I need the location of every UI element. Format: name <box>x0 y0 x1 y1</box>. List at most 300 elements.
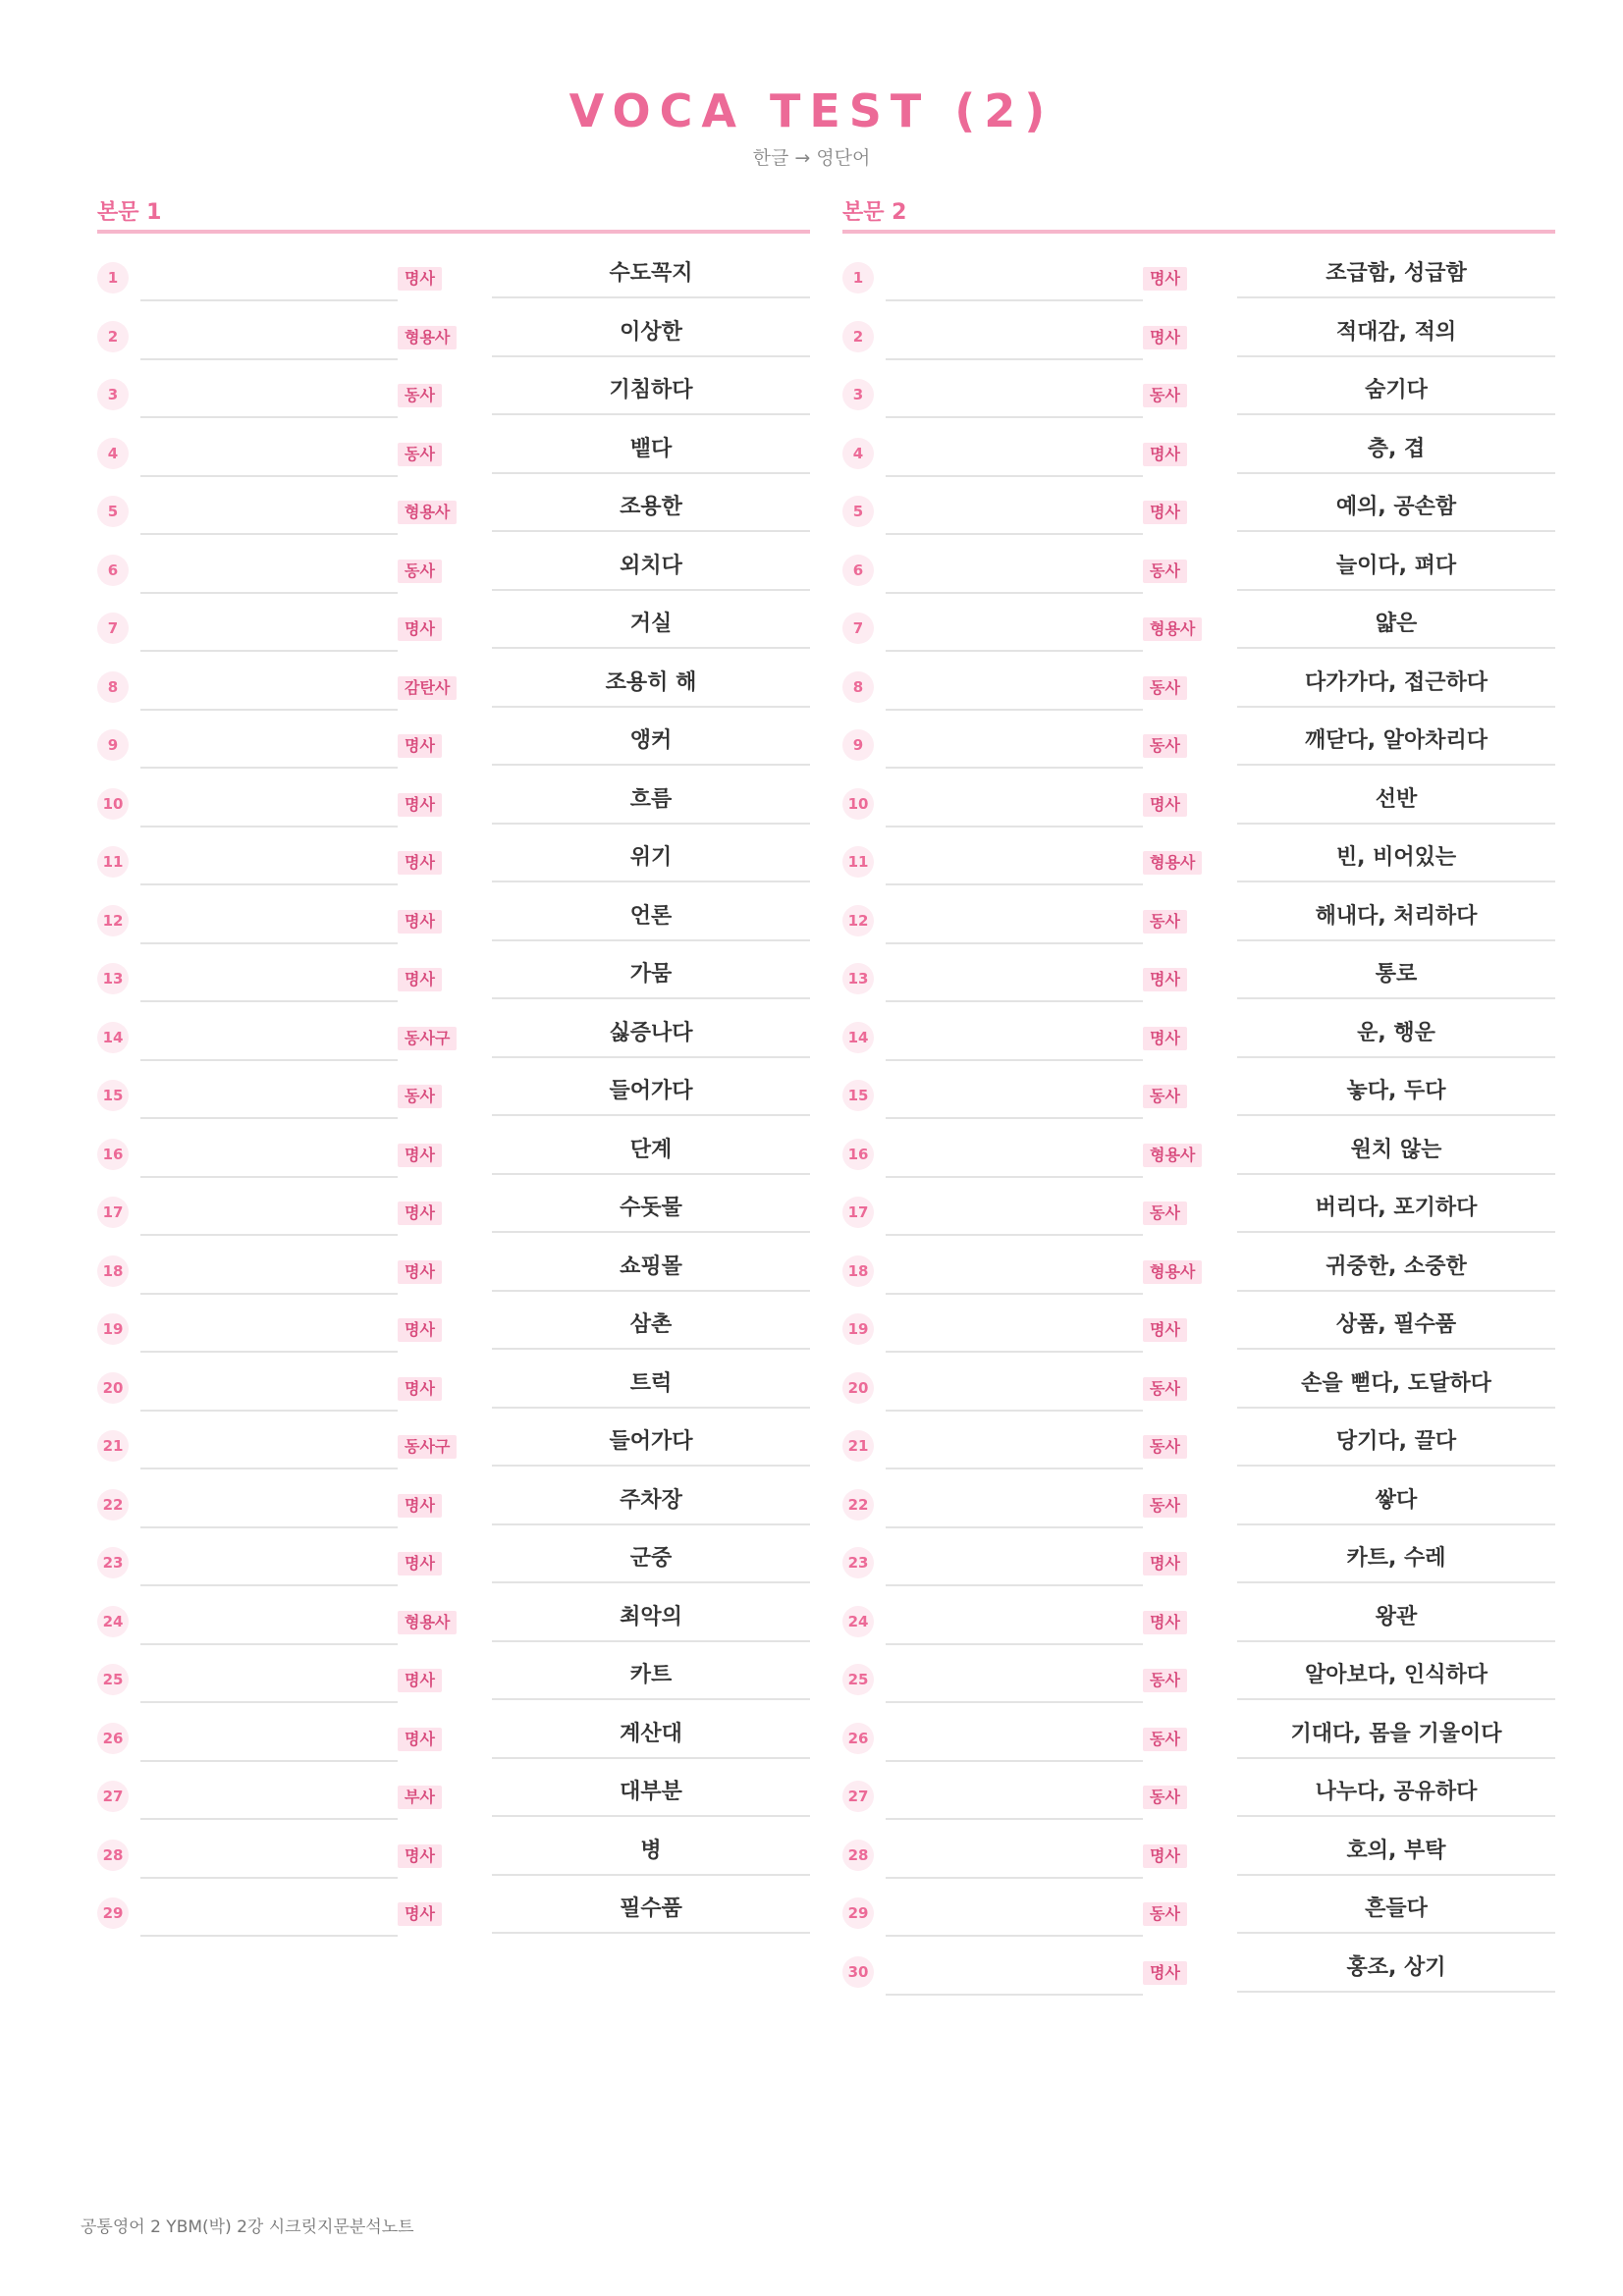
answer-blank[interactable] <box>140 1877 398 1879</box>
korean-meaning: 가뭄 <box>492 960 810 999</box>
korean-meaning: 다가가다, 접근하다 <box>1237 668 1555 708</box>
answer-blank[interactable] <box>886 942 1143 944</box>
item-number: 2 <box>842 321 874 352</box>
korean-meaning: 이상한 <box>492 318 810 357</box>
korean-meaning: 조용한 <box>492 493 810 532</box>
page-title: VOCA TEST (2) <box>568 84 1055 137</box>
answer-blank[interactable] <box>886 1468 1143 1469</box>
list-item <box>842 829 1555 888</box>
part-of-speech-badge: 형용사 <box>1143 1260 1202 1284</box>
korean-meaning: 주차장 <box>492 1486 810 1525</box>
part-of-speech-badge: 명사 <box>1143 1318 1187 1342</box>
korean-meaning: 층, 겹 <box>1237 435 1555 474</box>
item-number: 1 <box>842 262 874 294</box>
part-of-speech-badge: 명사 <box>398 1318 442 1342</box>
part-of-speech-badge: 형용사 <box>398 326 457 349</box>
list-item <box>97 1706 810 1765</box>
list-item <box>842 1472 1555 1531</box>
part-of-speech-badge: 감탄사 <box>398 676 457 700</box>
list-item <box>842 479 1555 538</box>
korean-meaning: 위기 <box>492 843 810 882</box>
korean-meaning: 깨닫다, 알아차리다 <box>1237 726 1555 766</box>
part-of-speech-badge: 명사 <box>398 910 442 934</box>
korean-meaning: 원치 않는 <box>1237 1136 1555 1175</box>
answer-blank[interactable] <box>140 1351 398 1353</box>
section-2 <box>842 196 1555 1998</box>
list-item <box>97 655 810 714</box>
part-of-speech-badge: 명사 <box>1143 326 1187 349</box>
answer-blank[interactable] <box>140 533 398 535</box>
answer-blank[interactable] <box>140 1526 398 1528</box>
part-of-speech-badge: 동사 <box>398 384 442 407</box>
korean-meaning: 호의, 부탁 <box>1237 1837 1555 1876</box>
item-number: 6 <box>97 555 129 586</box>
korean-meaning: 왕관 <box>1237 1603 1555 1642</box>
korean-meaning: 선반 <box>1237 785 1555 825</box>
korean-meaning: 귀중한, 소중한 <box>1237 1253 1555 1292</box>
korean-meaning: 필수품 <box>492 1895 810 1934</box>
korean-meaning: 대부분 <box>492 1778 810 1817</box>
item-number: 24 <box>97 1606 129 1637</box>
item-number: 24 <box>842 1606 874 1637</box>
item-number: 20 <box>842 1372 874 1404</box>
part-of-speech-badge: 명사 <box>398 1260 442 1284</box>
list-item <box>842 1297 1555 1356</box>
part-of-speech-badge: 동사 <box>1143 1085 1187 1108</box>
item-number: 21 <box>842 1430 874 1462</box>
list-item <box>97 1297 810 1356</box>
part-of-speech-badge: 동사 <box>398 1085 442 1108</box>
korean-meaning: 언론 <box>492 902 810 941</box>
answer-blank[interactable] <box>140 592 398 594</box>
item-number: 23 <box>97 1547 129 1578</box>
answer-blank[interactable] <box>140 1176 398 1178</box>
word-list <box>97 245 810 1940</box>
answer-blank[interactable] <box>140 883 398 885</box>
item-number: 5 <box>97 496 129 527</box>
item-number: 26 <box>97 1723 129 1754</box>
part-of-speech-badge: 동사 <box>1143 910 1187 934</box>
list-item <box>97 1005 810 1064</box>
korean-meaning: 카트, 수레 <box>1237 1544 1555 1583</box>
korean-meaning: 병 <box>492 1837 810 1876</box>
korean-meaning: 최악의 <box>492 1603 810 1642</box>
part-of-speech-badge: 동사 <box>1143 560 1187 583</box>
part-of-speech-badge: 명사 <box>398 1377 442 1401</box>
answer-blank[interactable] <box>886 1351 1143 1353</box>
list-item <box>97 1647 810 1706</box>
answer-blank[interactable] <box>140 299 398 301</box>
part-of-speech-badge: 명사 <box>398 1144 442 1167</box>
answer-blank[interactable] <box>886 358 1143 360</box>
part-of-speech-badge: 명사 <box>398 1552 442 1575</box>
answer-blank[interactable] <box>140 1760 398 1762</box>
list-item <box>842 713 1555 772</box>
part-of-speech-badge: 동사구 <box>398 1027 457 1050</box>
item-number: 9 <box>842 729 874 761</box>
part-of-speech-badge: 명사 <box>1143 1027 1187 1050</box>
korean-meaning: 들어가다 <box>492 1427 810 1467</box>
answer-blank[interactable] <box>140 1701 398 1703</box>
list-item <box>842 772 1555 830</box>
list-item <box>842 1239 1555 1298</box>
item-number: 5 <box>842 496 874 527</box>
korean-meaning: 빈, 비어있는 <box>1237 843 1555 882</box>
list-item <box>97 538 810 597</box>
item-number: 20 <box>97 1372 129 1404</box>
part-of-speech-badge: 동사 <box>1143 1377 1187 1401</box>
part-of-speech-badge: 명사 <box>398 267 442 291</box>
list-item <box>842 304 1555 363</box>
list-item <box>842 1764 1555 1823</box>
part-of-speech-badge: 명사 <box>398 1494 442 1518</box>
item-number: 4 <box>97 438 129 469</box>
answer-blank[interactable] <box>140 1059 398 1061</box>
item-number: 19 <box>842 1313 874 1345</box>
korean-meaning: 조급함, 성급함 <box>1237 259 1555 298</box>
part-of-speech-badge: 명사 <box>1143 1844 1187 1868</box>
part-of-speech-badge: 명사 <box>398 1728 442 1751</box>
list-item <box>97 479 810 538</box>
korean-meaning: 손을 뻗다, 도달하다 <box>1237 1369 1555 1409</box>
part-of-speech-badge: 동사 <box>1143 676 1187 700</box>
list-item <box>842 1005 1555 1064</box>
answer-blank[interactable] <box>886 475 1143 477</box>
list-item <box>842 245 1555 304</box>
list-item <box>842 1706 1555 1765</box>
answer-blank[interactable] <box>886 1117 1143 1119</box>
korean-meaning: 군중 <box>492 1544 810 1583</box>
answer-blank[interactable] <box>140 1000 398 1002</box>
list-item <box>97 1823 810 1882</box>
part-of-speech-badge: 부사 <box>398 1786 442 1809</box>
korean-meaning: 들어가다 <box>492 1077 810 1116</box>
korean-meaning: 기침하다 <box>492 376 810 415</box>
item-number: 4 <box>842 438 874 469</box>
answer-blank[interactable] <box>140 416 398 418</box>
part-of-speech-badge: 형용사 <box>1143 851 1202 875</box>
korean-meaning: 흔들다 <box>1237 1895 1555 1934</box>
korean-meaning: 쇼핑몰 <box>492 1253 810 1292</box>
list-item <box>97 596 810 655</box>
korean-meaning: 흐름 <box>492 785 810 825</box>
part-of-speech-badge: 명사 <box>1143 1552 1187 1575</box>
korean-meaning: 거실 <box>492 610 810 649</box>
item-number: 15 <box>842 1080 874 1111</box>
part-of-speech-badge: 동사 <box>1143 1728 1187 1751</box>
item-number: 11 <box>97 846 129 878</box>
korean-meaning: 수도꼭지 <box>492 259 810 298</box>
korean-meaning: 통로 <box>1237 960 1555 999</box>
item-number: 16 <box>97 1139 129 1170</box>
answer-blank[interactable] <box>886 1760 1143 1762</box>
list-item <box>97 245 810 304</box>
answer-blank[interactable] <box>140 826 398 828</box>
korean-meaning: 버리다, 포기하다 <box>1237 1194 1555 1233</box>
answer-blank[interactable] <box>140 1643 398 1645</box>
list-item <box>97 1764 810 1823</box>
item-number: 13 <box>842 963 874 994</box>
list-item <box>97 1881 810 1940</box>
korean-meaning: 쌓다 <box>1237 1486 1555 1525</box>
korean-meaning: 계산대 <box>492 1720 810 1759</box>
item-number: 27 <box>97 1781 129 1812</box>
answer-blank[interactable] <box>886 650 1143 652</box>
part-of-speech-badge: 동사 <box>1143 1494 1187 1518</box>
item-number: 12 <box>97 905 129 936</box>
item-number: 8 <box>97 671 129 703</box>
korean-meaning: 싫증나다 <box>492 1019 810 1058</box>
part-of-speech-badge: 동사 <box>398 443 442 466</box>
list-item <box>842 946 1555 1005</box>
part-of-speech-badge: 동사구 <box>398 1435 457 1459</box>
list-item <box>842 362 1555 421</box>
answer-blank[interactable] <box>140 1935 398 1937</box>
list-item <box>97 829 810 888</box>
part-of-speech-badge: 명사 <box>398 1201 442 1225</box>
item-number: 17 <box>842 1197 874 1228</box>
item-number: 27 <box>842 1781 874 1812</box>
part-of-speech-badge: 형용사 <box>1143 617 1202 641</box>
item-number: 25 <box>97 1664 129 1695</box>
korean-meaning: 알아보다, 인식하다 <box>1237 1661 1555 1700</box>
part-of-speech-badge: 명사 <box>1143 267 1187 291</box>
answer-blank[interactable] <box>140 942 398 944</box>
list-item <box>97 1122 810 1181</box>
list-item <box>842 1530 1555 1589</box>
part-of-speech-badge: 명사 <box>398 793 442 817</box>
part-of-speech-badge: 명사 <box>1143 443 1187 466</box>
list-item <box>97 1180 810 1239</box>
item-number: 22 <box>97 1489 129 1521</box>
korean-meaning: 트럭 <box>492 1369 810 1409</box>
part-of-speech-badge: 동사 <box>1143 734 1187 758</box>
part-of-speech-badge: 동사 <box>1143 384 1187 407</box>
answer-blank[interactable] <box>886 1584 1143 1586</box>
part-of-speech-badge: 형용사 <box>398 1611 457 1634</box>
korean-meaning: 카트 <box>492 1661 810 1700</box>
list-item <box>97 888 810 947</box>
part-of-speech-badge: 명사 <box>1143 793 1187 817</box>
item-number: 9 <box>97 729 129 761</box>
part-of-speech-badge: 동사 <box>1143 1435 1187 1459</box>
list-item <box>97 304 810 363</box>
item-number: 18 <box>842 1255 874 1287</box>
answer-blank[interactable] <box>140 1117 398 1119</box>
list-item <box>842 1940 1555 1999</box>
item-number: 7 <box>97 613 129 644</box>
item-number: 30 <box>842 1956 874 1988</box>
item-number: 12 <box>842 905 874 936</box>
answer-blank[interactable] <box>886 592 1143 594</box>
korean-meaning: 늘이다, 펴다 <box>1237 552 1555 591</box>
list-item <box>97 421 810 480</box>
list-item <box>97 1530 810 1589</box>
answer-blank[interactable] <box>886 1234 1143 1236</box>
page-subtitle: 한글 → 영단어 <box>752 147 871 169</box>
list-item <box>842 1063 1555 1122</box>
item-number: 28 <box>97 1840 129 1871</box>
list-item <box>842 1823 1555 1882</box>
part-of-speech-badge: 동사 <box>1143 1902 1187 1926</box>
list-item <box>842 1414 1555 1472</box>
answer-blank[interactable] <box>886 1176 1143 1178</box>
korean-meaning: 기대다, 몸을 기울이다 <box>1237 1720 1555 1759</box>
list-item <box>842 421 1555 480</box>
answer-blank[interactable] <box>886 709 1143 711</box>
list-item <box>97 772 810 830</box>
answer-blank[interactable] <box>140 1293 398 1295</box>
item-number: 15 <box>97 1080 129 1111</box>
list-item <box>97 1356 810 1415</box>
part-of-speech-badge: 명사 <box>398 1669 442 1692</box>
list-item <box>97 1414 810 1472</box>
item-number: 14 <box>97 1022 129 1053</box>
answer-blank[interactable] <box>886 1059 1143 1061</box>
korean-meaning: 적대감, 적의 <box>1237 318 1555 357</box>
korean-meaning: 수돗물 <box>492 1194 810 1233</box>
item-number: 10 <box>842 788 874 820</box>
list-item <box>842 596 1555 655</box>
korean-meaning: 얇은 <box>1237 610 1555 649</box>
part-of-speech-badge: 동사 <box>1143 1786 1187 1809</box>
list-item <box>842 538 1555 597</box>
answer-blank[interactable] <box>140 1468 398 1469</box>
part-of-speech-badge: 명사 <box>398 851 442 875</box>
answer-blank[interactable] <box>140 1584 398 1586</box>
item-number: 26 <box>842 1723 874 1754</box>
list-item <box>97 1589 810 1648</box>
list-item <box>97 1472 810 1531</box>
item-number: 3 <box>842 379 874 410</box>
item-number: 25 <box>842 1664 874 1695</box>
list-item <box>842 1647 1555 1706</box>
answer-blank[interactable] <box>886 1293 1143 1295</box>
item-number: 6 <box>842 555 874 586</box>
answer-blank[interactable] <box>886 1643 1143 1645</box>
section-title: 본문 2 <box>842 196 1555 234</box>
korean-meaning: 놓다, 두다 <box>1237 1077 1555 1116</box>
item-number: 13 <box>97 963 129 994</box>
item-number: 18 <box>97 1255 129 1287</box>
part-of-speech-badge: 명사 <box>1143 1961 1187 1985</box>
korean-meaning: 앵커 <box>492 726 810 766</box>
korean-meaning: 홍조, 상기 <box>1237 1953 1555 1993</box>
part-of-speech-badge: 명사 <box>398 1902 442 1926</box>
korean-meaning: 삼촌 <box>492 1310 810 1350</box>
list-item <box>97 362 810 421</box>
part-of-speech-badge: 명사 <box>398 968 442 991</box>
answer-blank[interactable] <box>140 709 398 711</box>
answer-blank[interactable] <box>886 299 1143 301</box>
part-of-speech-badge: 동사 <box>1143 1669 1187 1692</box>
item-number: 19 <box>97 1313 129 1345</box>
answer-blank[interactable] <box>886 1701 1143 1703</box>
list-item <box>842 655 1555 714</box>
part-of-speech-badge: 형용사 <box>1143 1144 1202 1167</box>
answer-blank[interactable] <box>140 475 398 477</box>
item-number: 16 <box>842 1139 874 1170</box>
item-number: 3 <box>97 379 129 410</box>
korean-meaning: 당기다, 끌다 <box>1237 1427 1555 1467</box>
answer-blank[interactable] <box>140 358 398 360</box>
part-of-speech-badge: 명사 <box>398 734 442 758</box>
list-item <box>97 1063 810 1122</box>
list-item <box>842 1589 1555 1648</box>
answer-blank[interactable] <box>140 1410 398 1412</box>
answer-blank[interactable] <box>886 883 1143 885</box>
part-of-speech-badge: 명사 <box>1143 501 1187 524</box>
korean-meaning: 운, 행운 <box>1237 1019 1555 1058</box>
korean-meaning: 상품, 필수품 <box>1237 1310 1555 1350</box>
korean-meaning: 외치다 <box>492 552 810 591</box>
list-item <box>842 888 1555 947</box>
list-item <box>97 1239 810 1298</box>
korean-meaning: 해내다, 처리하다 <box>1237 902 1555 941</box>
item-number: 14 <box>842 1022 874 1053</box>
answer-blank[interactable] <box>886 1000 1143 1002</box>
list-item <box>842 1122 1555 1181</box>
item-number: 23 <box>842 1547 874 1578</box>
list-item <box>842 1356 1555 1415</box>
item-number: 7 <box>842 613 874 644</box>
item-number: 21 <box>97 1430 129 1462</box>
korean-meaning: 나누다, 공유하다 <box>1237 1778 1555 1817</box>
section-title: 본문 1 <box>97 196 810 234</box>
answer-blank[interactable] <box>140 650 398 652</box>
item-number: 29 <box>97 1897 129 1929</box>
answer-blank[interactable] <box>886 1410 1143 1412</box>
answer-blank[interactable] <box>886 1818 1143 1820</box>
korean-meaning: 숨기다 <box>1237 376 1555 415</box>
answer-blank[interactable] <box>886 1526 1143 1528</box>
part-of-speech-badge: 명사 <box>1143 1611 1187 1634</box>
item-number: 22 <box>842 1489 874 1521</box>
korean-meaning: 예의, 공손함 <box>1237 493 1555 532</box>
answer-blank[interactable] <box>140 1818 398 1820</box>
answer-blank[interactable] <box>886 416 1143 418</box>
section-1 <box>97 196 810 1940</box>
item-number: 1 <box>97 262 129 294</box>
answer-blank[interactable] <box>886 533 1143 535</box>
korean-meaning: 뱉다 <box>492 435 810 474</box>
item-number: 28 <box>842 1840 874 1871</box>
part-of-speech-badge: 명사 <box>398 617 442 641</box>
answer-blank[interactable] <box>886 1994 1143 1996</box>
korean-meaning: 단계 <box>492 1136 810 1175</box>
item-number: 17 <box>97 1197 129 1228</box>
answer-blank[interactable] <box>140 767 398 769</box>
part-of-speech-badge: 동사 <box>398 560 442 583</box>
answer-blank[interactable] <box>886 767 1143 769</box>
footer-text: 공통영어 2 YBM(박) 2강 시크릿지문분석노트 <box>81 2217 414 2237</box>
part-of-speech-badge: 명사 <box>1143 968 1187 991</box>
korean-meaning: 조용히 해 <box>492 668 810 708</box>
list-item <box>97 713 810 772</box>
answer-blank[interactable] <box>886 826 1143 828</box>
item-number: 2 <box>97 321 129 352</box>
answer-blank[interactable] <box>886 1877 1143 1879</box>
answer-blank[interactable] <box>140 1234 398 1236</box>
list-item <box>842 1881 1555 1940</box>
part-of-speech-badge: 명사 <box>398 1844 442 1868</box>
part-of-speech-badge: 동사 <box>1143 1201 1187 1225</box>
item-number: 10 <box>97 788 129 820</box>
list-item <box>842 1180 1555 1239</box>
answer-blank[interactable] <box>886 1935 1143 1937</box>
item-number: 8 <box>842 671 874 703</box>
part-of-speech-badge: 형용사 <box>398 501 457 524</box>
